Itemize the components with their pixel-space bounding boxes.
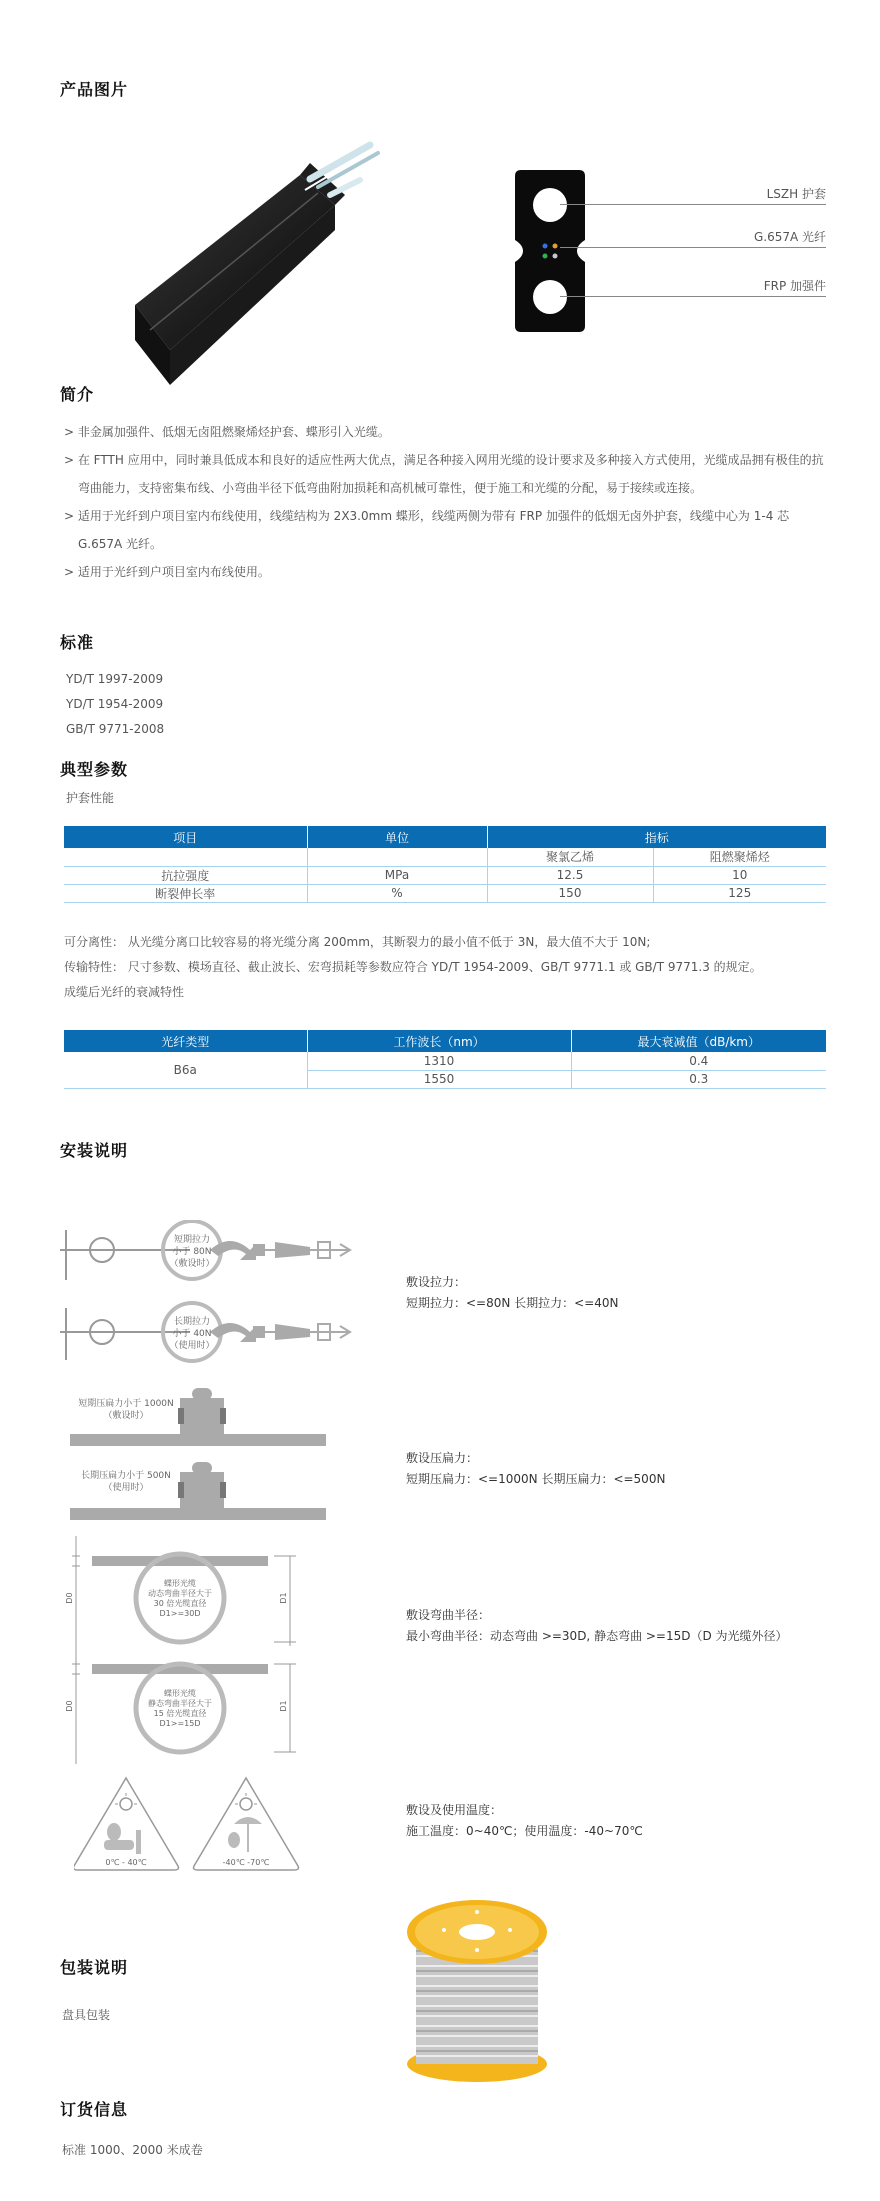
order-text: 标准 1000、2000 米成卷 (62, 2143, 203, 2157)
table-cell: 抗拉强度 (64, 866, 307, 884)
params-note: 可分离性： 从光缆分离口比较容易的将光缆分离 200mm，其断裂力的最小值不低于 3N，最大值不大于 10N; (64, 935, 651, 949)
install-note-text: 短期拉力：<=80N 长期拉力：<=40N (406, 1296, 619, 1310)
table-cell: 12.5 (487, 866, 653, 884)
table-header: 项目 (64, 826, 307, 848)
install-note-title: 敷设弯曲半径： (406, 1608, 491, 1622)
intro-item: > 在 FTTH 应用中，同时兼具低成本和良好的适应性两大优点，满足各种接入网用光缆的设计要求及多种接入方式使用，光缆成品拥有极佳的抗弯曲能力，支持密集布线、小弯曲半径下低弯曲附加损耗和高机械可靠性，便于施工和光缆的分配，易于接续或连接。 (64, 453, 824, 495)
intro-item: > 适用于光纤到户项目室内布线使用，线缆结构为 2X3.0mm 蝶形，线缆两侧为带有 FRP 加强件的低烟无卤外护套，线缆中心为 1-4 芯 G.657A 光纤。 (64, 509, 790, 551)
bend2-label: 静态弯曲半径大于 (148, 1699, 212, 1708)
leader-line (560, 296, 826, 297)
label-jacket: LSZH 护套 (766, 187, 826, 201)
cable-cross-section (515, 170, 585, 332)
table-cell: 断裂伸长率 (64, 884, 307, 902)
table-cell: B6a (64, 1052, 307, 1088)
crush-force-diagram (70, 1388, 330, 1520)
install-note-text: 最小弯曲半径：动态弯曲 >=30D, 静态弯曲 >=15D（D 为光缆外径） (406, 1629, 788, 1643)
pull2-label: 长期拉力 (173, 1317, 211, 1327)
standard-item: YD/T 1954-2009 (66, 697, 164, 711)
section-title-intro: 简介 (60, 385, 95, 404)
crush2-label: （使用时） (103, 1483, 149, 1493)
standard-item: YD/T 1997-2009 (66, 672, 164, 686)
install-note-title: 敷设拉力： (406, 1275, 467, 1289)
table-cell: 0.3 (571, 1070, 826, 1088)
table-cell: 150 (487, 884, 653, 902)
table-cell: 10 (653, 866, 826, 884)
table-cell: 1550 (307, 1070, 571, 1088)
d1-label: D1 (279, 1592, 288, 1604)
bend2-label: 15 倍光缆直径 (153, 1709, 207, 1718)
d0-label: D0 (65, 1700, 74, 1712)
install-note-text: 施工温度：0~40℃；使用温度：-40~70℃ (406, 1824, 643, 1838)
jacket-table (64, 826, 826, 903)
cable-photo (130, 135, 430, 395)
crush1-label: （敷设时） (103, 1411, 149, 1421)
table-header: 光纤类型 (64, 1030, 307, 1052)
crush2-label: 长期压扁力小于 500N (81, 1471, 171, 1481)
params-subtitle: 护套性能 (66, 791, 115, 805)
pull2-label: 小于 40N (172, 1329, 212, 1339)
attenuation-table (64, 1030, 826, 1089)
bend1-label: 30 倍光缆直径 (153, 1599, 207, 1608)
d1-label: D1 (279, 1700, 288, 1712)
section-title-packing: 包装说明 (60, 1958, 129, 1977)
pull2-label: （使用时） (169, 1341, 215, 1351)
packing-text: 盘具包装 (62, 2008, 111, 2022)
install-note-text: 短期压扁力：<=1000N 长期压扁力：<=500N (406, 1472, 666, 1486)
leader-line (560, 204, 826, 205)
section-title-order: 订货信息 (60, 2100, 129, 2119)
bending-radius-diagram (64, 1536, 304, 1764)
section-title-params: 典型参数 (60, 760, 129, 779)
pulling-tension-diagram (60, 1220, 360, 1370)
intro-item: > 适用于光纤到户项目室内布线使用。 (64, 565, 270, 579)
standard-item: GB/T 9771-2008 (66, 722, 165, 736)
table-cell: 125 (653, 884, 826, 902)
intro-item: > 非金属加强件、低烟无卤阻燃聚烯烃护套、蝶形引入光缆。 (64, 425, 390, 439)
label-frp: FRP 加强件 (763, 279, 826, 293)
section-title-product: 产品图片 (60, 80, 129, 99)
install-note-title: 敷设及使用温度： (406, 1803, 503, 1817)
d0-label: D0 (65, 1592, 74, 1604)
leader-line (560, 247, 826, 248)
install-note-title: 敷设压扁力： (406, 1451, 479, 1465)
table-cell: 0.4 (571, 1052, 826, 1070)
temp2-label: -40℃ -70℃ (222, 1858, 270, 1867)
table-header: 单位 (307, 826, 487, 848)
params-note: 传输特性： 尺寸参数、模场直径、截止波长、宏弯损耗等参数应符合 YD/T 1954-2009、GB/T 9771.1 或 GB/T 9771.3 的规定。 (64, 960, 762, 974)
table-header: 指标 (487, 826, 826, 848)
table-header: 工作波长（nm） (307, 1030, 571, 1052)
bend1-label: 动态弯曲半径大于 (148, 1589, 212, 1598)
table-header: 最大衰减值（dB/km） (571, 1030, 826, 1052)
label-fiber: G.657A 光纤 (753, 230, 826, 244)
bend2-label: 蝶形光缆 (164, 1689, 196, 1698)
pull1-label: 短期拉力 (173, 1235, 211, 1245)
temp1-label: 0℃ - 40℃ (105, 1858, 147, 1867)
table-subheader: 聚氯乙烯 (487, 848, 653, 866)
table-cell: 1310 (307, 1052, 571, 1070)
table-cell: MPa (307, 866, 487, 884)
bend2-label: D1>=15D (159, 1719, 201, 1728)
pull1-label: （敷设时） (169, 1259, 215, 1269)
temperature-diagram (74, 1774, 304, 1874)
table-row (64, 884, 826, 902)
table-row (64, 866, 826, 884)
bend1-label: D1>=30D (159, 1609, 201, 1618)
bend1-label: 蝶形光缆 (164, 1579, 196, 1588)
pull1-label: 小于 80N (172, 1247, 212, 1257)
table-subheader: 阻燃聚烯烃 (653, 848, 826, 866)
table-row (64, 1052, 826, 1070)
cable-reel-image (398, 1890, 556, 2086)
table-cell: % (307, 884, 487, 902)
intro-list (64, 418, 826, 586)
section-title-standard: 标准 (60, 633, 95, 652)
section-title-install: 安装说明 (60, 1141, 129, 1160)
crush1-label: 短期压扁力小于 1000N (78, 1399, 174, 1409)
params-note: 成缆后光纤的衰减特性 (64, 985, 185, 999)
